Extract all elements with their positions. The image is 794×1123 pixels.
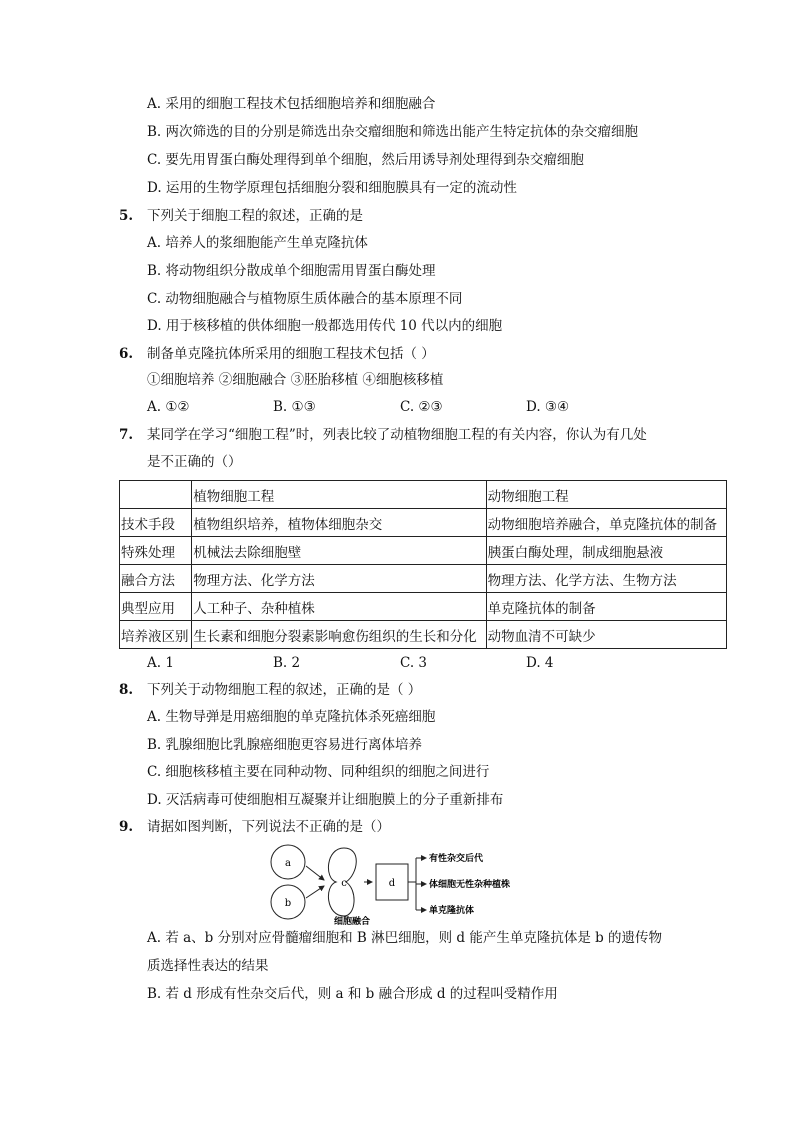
table-cell: 物理方法、化学方法、生物方法 — [486, 565, 726, 593]
q6-stem: 制备单克隆抗体所采用的细胞工程技术包括（ ） — [147, 346, 435, 362]
table-cell: 物理方法、化学方法 — [192, 565, 486, 593]
q9-stem: 请据如图判断，下列说法不正确的是（） — [147, 819, 390, 835]
q4-option-d: D. 运用的生物学原理包括细胞分裂和细胞膜具有一定的流动性 — [147, 180, 517, 196]
table-row — [120, 621, 727, 649]
cell-b-label: b — [284, 898, 292, 909]
q9-option-a-line1: A. 若 a、b 分别对应骨髓瘤细胞和 B 淋巴细胞，则 d 能产生单克隆抗体是 b 的遗传物 — [147, 930, 663, 946]
q8-option-b: B. 乳腺细胞比乳腺癌细胞更容易进行离体培养 — [147, 737, 423, 753]
q6-option-a: A. ①② — [147, 399, 190, 415]
q7-option-d: D. 4 — [526, 655, 554, 671]
q5-number: 5. — [119, 208, 134, 224]
arrow-a-to-c — [306, 866, 324, 880]
table-cell: 融合方法 — [120, 565, 192, 593]
cell-c-label: c — [341, 878, 347, 889]
output-monoclonal-antibody: 单克隆抗体 — [429, 906, 475, 916]
table-header-row — [120, 481, 727, 509]
q8-stem: 下列关于动物细胞工程的叙述，正确的是（ ） — [147, 682, 422, 698]
cell-fusion-diagram — [266, 844, 536, 926]
table-cell: 植物组织培养，植物体细胞杂交 — [192, 509, 486, 537]
q9-option-b: B. 若 d 形成有性杂交后代，则 a 和 b 融合形成 d 的过程叫受精作用 — [147, 986, 558, 1002]
table-cell: 生长素和细胞分裂素影响愈伤组织的生长和分化 — [192, 621, 486, 649]
table-cell — [120, 481, 192, 509]
q7-option-b: B. 2 — [273, 655, 301, 671]
output-sexual-offspring: 有性杂交后代 — [429, 854, 484, 864]
table-cell: 机械法去除细胞壁 — [192, 537, 486, 565]
q4-option-a: A. 采用的细胞工程技术包括细胞培养和细胞融合 — [147, 96, 436, 112]
q5-option-c: C. 动物细胞融合与植物原生质体融合的基本原理不同 — [147, 291, 463, 307]
comparison-table — [119, 480, 727, 649]
table-header-plant: 植物细胞工程 — [192, 481, 486, 509]
table-cell: 动物血清不可缺少 — [486, 621, 726, 649]
cell-d-label: d — [388, 878, 396, 889]
table-cell: 动物细胞培养融合，单克隆抗体的制备 — [486, 509, 726, 537]
q6-option-d: D. ③④ — [526, 399, 570, 415]
table-cell: 特殊处理 — [120, 537, 192, 565]
table-row — [120, 537, 727, 565]
table-cell: 单克隆抗体的制备 — [486, 593, 726, 621]
table-row — [120, 509, 727, 537]
q5-option-b: B. 将动物组织分散成单个细胞需用胃蛋白酶处理 — [147, 263, 436, 279]
table-cell: 人工种子、杂种植株 — [192, 593, 486, 621]
q5-stem: 下列关于细胞工程的叙述，正确的是 — [147, 208, 363, 224]
fusion-caption: 细胞融合 — [333, 917, 371, 926]
table-row — [120, 565, 727, 593]
table-cell: 胰蛋白酶处理，制成细胞悬液 — [486, 537, 726, 565]
q7-option-c: C. 3 — [400, 655, 428, 671]
output-somatic-hybrid: 体细胞无性杂种植株 — [429, 880, 511, 890]
q6-option-b: B. ①③ — [273, 399, 316, 415]
q5-option-a: A. 培养人的浆细胞能产生单克隆抗体 — [147, 235, 368, 251]
table-header-animal: 动物细胞工程 — [486, 481, 726, 509]
arrow-b-to-c — [306, 886, 324, 898]
q8-number: 8. — [119, 682, 134, 698]
table-cell: 典型应用 — [120, 593, 192, 621]
q4-option-b: B. 两次筛选的目的分别是筛选出杂交瘤细胞和筛选出能产生特定抗体的杂交瘤细胞 — [147, 124, 639, 140]
table-cell: 培养液区别 — [120, 621, 192, 649]
q9-option-a-line2: 质选择性表达的结果 — [147, 958, 269, 974]
q8-option-a: A. 生物导弹是用癌细胞的单克隆抗体杀死癌细胞 — [147, 709, 436, 725]
table-row — [120, 593, 727, 621]
q8-option-d: D. 灭活病毒可使细胞相互凝聚并让细胞膜上的分子重新排布 — [147, 792, 504, 808]
q7-stem-line1: 某同学在学习“细胞工程”时，列表比较了动植物细胞工程的有关内容，你认为有几处 — [147, 427, 647, 443]
table-cell: 技术手段 — [120, 509, 192, 537]
q9-number: 9. — [119, 819, 134, 835]
q4-option-c: C. 要先用胃蛋白酶处理得到单个细胞，然后用诱导剂处理得到杂交瘤细胞 — [147, 152, 584, 168]
q7-option-a: A. 1 — [147, 655, 174, 671]
q6-items: ①细胞培养 ②细胞融合 ③胚胎移植 ④细胞核移植 — [147, 372, 444, 388]
q5-option-d: D. 用于核移植的供体细胞一般都选用传代 10 代以内的细胞 — [147, 318, 503, 334]
q7-stem-line2: 是不正确的（） — [147, 454, 242, 470]
q6-number: 6. — [119, 346, 134, 362]
q8-option-c: C. 细胞核移植主要在同种动物、同种组织的细胞之间进行 — [147, 764, 490, 780]
cell-a-label: a — [285, 858, 291, 869]
q6-option-c: C. ②③ — [400, 399, 443, 415]
q7-number: 7. — [119, 427, 134, 443]
